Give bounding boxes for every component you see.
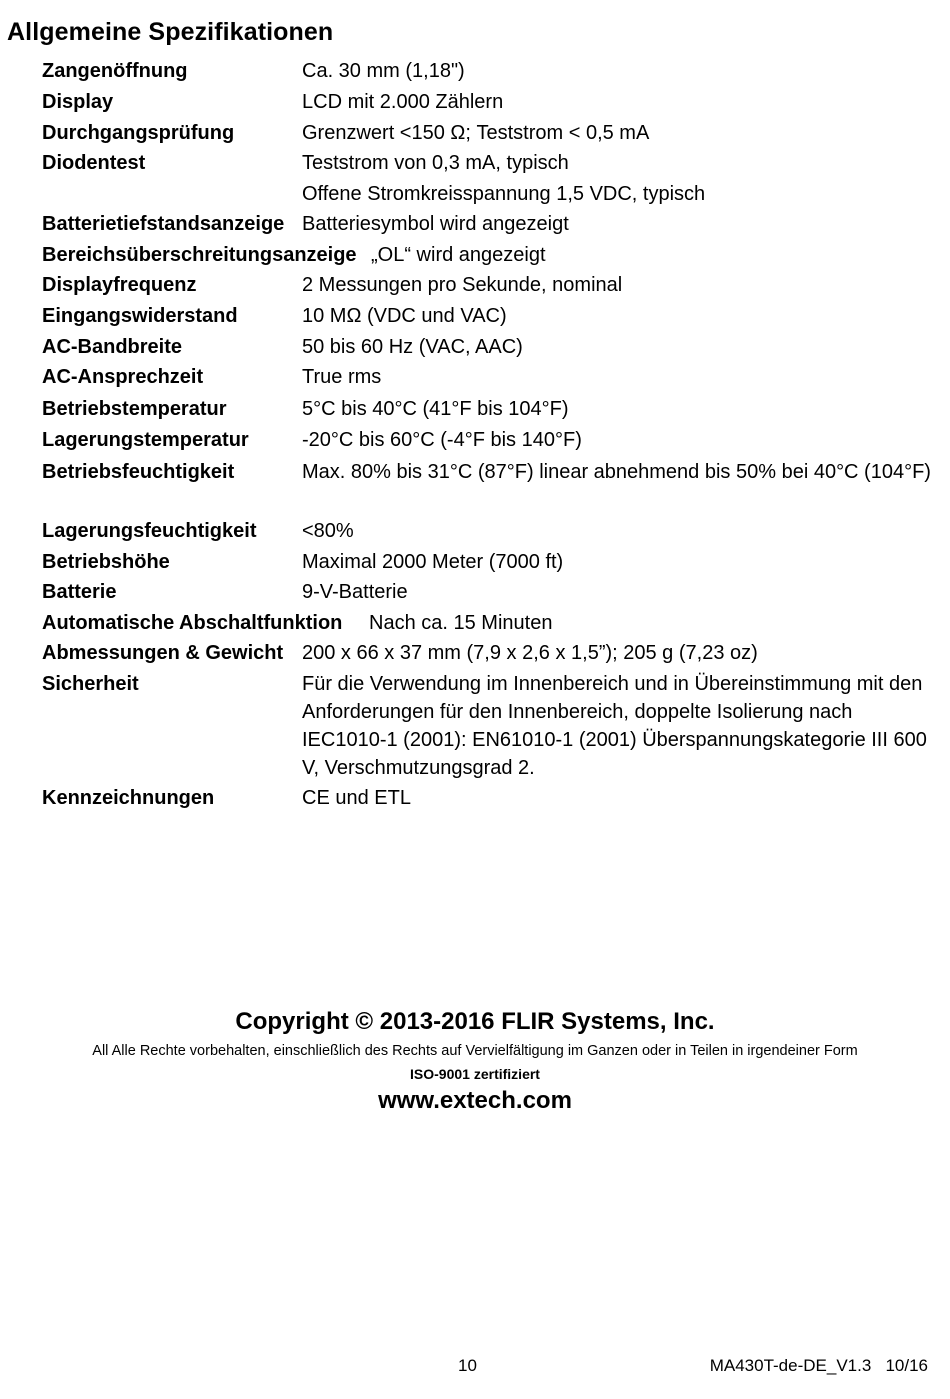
spec-value: Ca. 30 mm (1,18") (302, 60, 465, 82)
spec-value: LCD mit 2.000 Zählern (302, 91, 504, 113)
spec-label: Kennzeichnungen (42, 787, 215, 809)
spec-value: True rms (302, 366, 382, 388)
copyright-notice: Copyright © 2013-2016 FLIR Systems, Inc. (235, 1008, 715, 1035)
spec-value: Nach ca. 15 Minuten (369, 612, 553, 634)
spec-label: Lagerungstemperatur (42, 429, 249, 451)
spec-label: Zangenöffnung (42, 60, 188, 82)
spec-value: Maximal 2000 Meter (7000 ft) (302, 551, 564, 573)
spec-label: Batterietiefstandsanzeige (42, 213, 285, 235)
spec-value: 5°C bis 40°C (41°F bis 104°F) (302, 398, 569, 420)
spec-label: Bereichsüberschreitungsanzeige (42, 244, 357, 266)
spec-label: Betriebstemperatur (42, 398, 227, 420)
spec-value: 2 Messungen pro Sekunde, nominal (302, 274, 623, 296)
spec-value: Für die Verwendung im Innenbereich und in Übereinstimmung mit den Anforderungen für den Innenbereich, doppelte Isolierung nach IEC1010-1 (2001): EN61010-1 (2001) Überspannungskategorie III 600 V, Verschmutzungsgrad 2. (302, 673, 927, 779)
spec-value: „OL“ wird angezeigt (371, 244, 546, 266)
spec-label: Batterie (42, 581, 117, 603)
spec-label: Abmessungen & Gewicht (42, 642, 284, 664)
spec-label: Betriebsfeuchtigkeit (42, 461, 235, 483)
iso-certification: ISO-9001 zertifiziert (410, 1066, 540, 1082)
spec-label: Durchgangsprüfung (42, 122, 235, 144)
page-number: 10 (458, 1356, 477, 1375)
spec-label: AC-Ansprechzeit (42, 366, 204, 388)
website-link[interactable]: www.extech.com (378, 1087, 572, 1114)
spec-value: <80% (302, 520, 354, 542)
spec-value: CE und ETL (302, 787, 411, 809)
spec-label: AC-Bandbreite (42, 336, 183, 358)
spec-value: 9-V-Batterie (302, 581, 408, 603)
spec-value: 50 bis 60 Hz (VAC, AAC) (302, 336, 523, 358)
spec-value: Grenzwert <150 Ω; Teststrom < 0,5 mA (302, 122, 650, 144)
spec-value: 10 MΩ (VDC und VAC) (302, 305, 507, 327)
spec-label: Displayfrequenz (42, 274, 197, 296)
spec-value: Max. 80% bis 31°C (87°F) linear abnehmend bis 50% bei 40°C (104°F) (302, 461, 931, 483)
spec-label: Diodentest (42, 152, 146, 174)
document-id: MA430T-de-DE_V1.3 10/16 (709, 1356, 928, 1375)
spec-label: Sicherheit (42, 673, 139, 695)
spec-label: Lagerungsfeuchtigkeit (42, 520, 257, 542)
spec-value: 200 x 66 x 37 mm (7,9 x 2,6 x 1,5”); 205 g (7,23 oz) (302, 642, 758, 664)
rights-notice: All Alle Rechte vorbehalten, einschließlich des Rechts auf Vervielfältigung im Ganzen oder in Teilen in irgendeiner Form (92, 1043, 858, 1059)
section-heading: Allgemeine Spezifikationen (7, 18, 334, 46)
spec-value: Offene Stromkreisspannung 1,5 VDC, typisch (302, 183, 706, 205)
spec-value: -20°C bis 60°C (-4°F bis 140°F) (302, 429, 582, 451)
spec-value: Batteriesymbol wird angezeigt (302, 213, 569, 235)
spec-label: Eingangswiderstand (42, 305, 238, 327)
spec-label: Automatische Abschaltfunktion (42, 612, 343, 634)
spec-label: Display (42, 91, 114, 113)
spec-label: Betriebshöhe (42, 551, 170, 573)
spec-value: Teststrom von 0,3 mA, typisch (302, 152, 569, 174)
